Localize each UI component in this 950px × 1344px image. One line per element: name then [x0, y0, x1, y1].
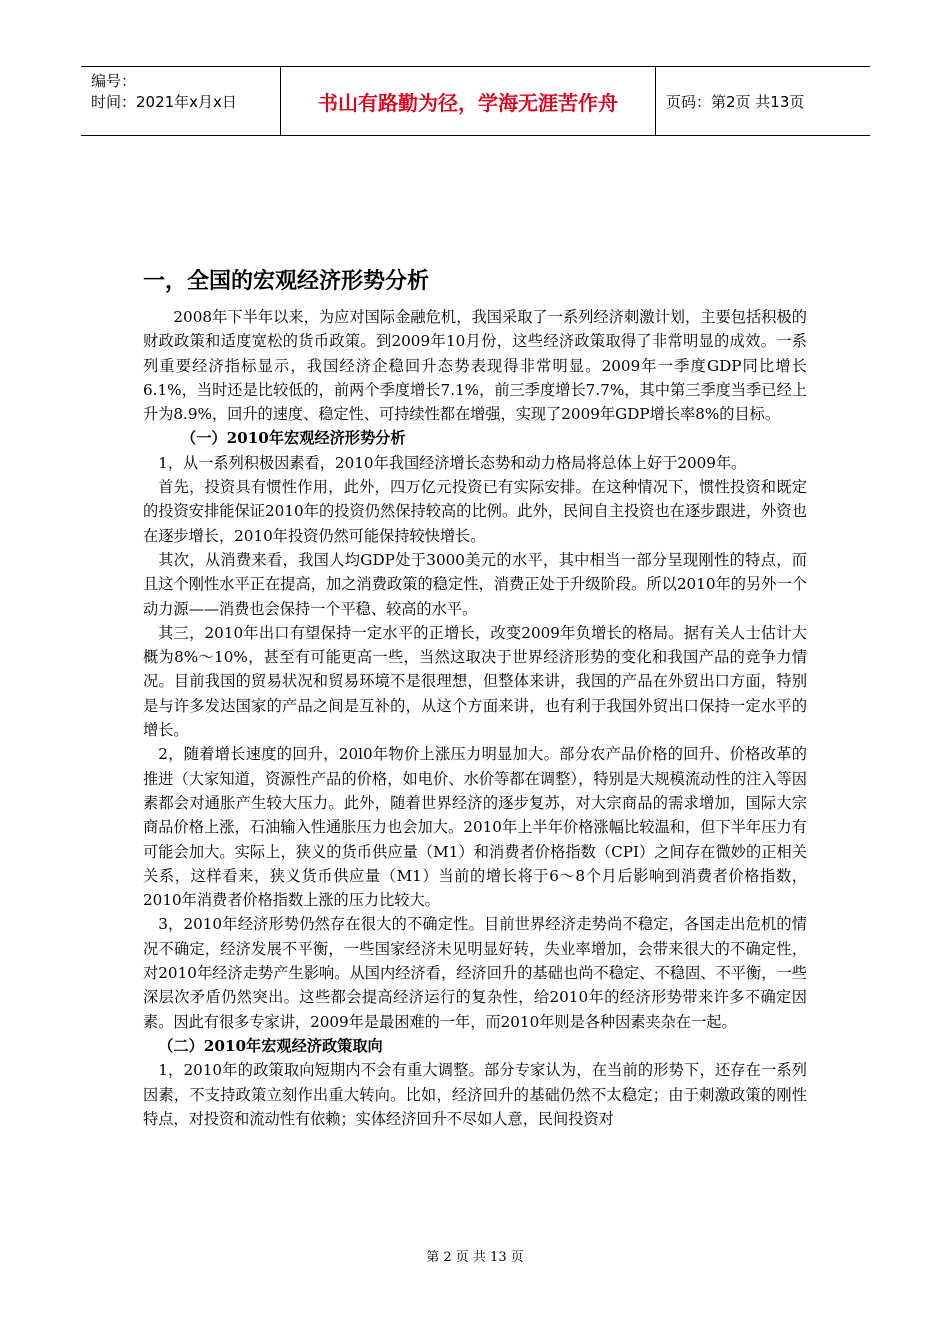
paragraph: 3，2010年经济形势仍然存在很大的不确定性。目前世界经济走势尚不稳定，各国走出危机的情况不确定，经济发展不平衡，一些国家经济未见明显好转，失业率增加，会带来很大的不确定性，对2010年经济走势产生影响。从国内经济看，经济回升的基础也尚不稳定、不稳固、不平衡，一些深层次矛盾仍然突出。这些都会提高经济运行的复杂性，给2010年的经济形势带来许多不确定因素。因此有很多专家讲，2009年是最困难的一年，而2010年则是各种因素夹杂在一起。 — [143, 915, 807, 1031]
paragraph: 2008年下半年以来，为应对国际金融危机，我国采取了一系列经济刺激计划，主要包括积极的财政政策和适度宽松的货币政策。到2009年10月份，这些经济政策取得了非常明显的成效。一系列重要经济指标显示，我国经济企稳回升态势表现得非常明显。2009年一季度GDP同比增长6.1%，当时还是比较低的，前两个季度增长7.1%，前三季度增长7.7%，其中第三季度当季已经上升为8.9%，回升的速度、稳定性、可持续性都在增强，实现了2009年GDP增长率8%的目标。 — [143, 308, 807, 424]
section-title: 一，全国的宏观经济形势分析 — [143, 269, 430, 294]
page-footer: 第 2 页 共 13 页 — [426, 1250, 524, 1265]
header-motto: 书山有路勤为径，学海无涯苦作舟 — [281, 67, 656, 135]
page-header — [81, 66, 870, 136]
subsection-heading: （二）2010年宏观经济政策取向 — [158, 1036, 383, 1055]
header-page-info: 页码：第2页 共13页 — [666, 92, 805, 111]
serial-label: 编号： — [91, 72, 137, 90]
paragraph: 1，2010年的政策取向短期内不会有重大调整。部分专家认为，在当前的形势下，还存在一系列因素，不支持政策立刻作出重大转向。比如，经济回升的基础仍然不太稳定；由于刺激政策的刚性特点，对投资和流动性有依赖；实体经济回升不尽如人意，民间投资对 — [143, 1061, 807, 1128]
paragraph: 2，随着增长速度的回升，20l0年物价上涨压力明显加大。部分农产品价格的回升、价格改革的推进（大家知道，资源性产品的价格，如电价、水价等都在调整），特别是大规模流动性的注入等因素都会对通胀产生较大压力。此外，随着世界经济的逐步复苏，对大宗商品的需求增加，国际大宗商品价格上涨，石油输入性通胀压力也会加大。2010年上半年价格涨幅比较温和，但下半年压力有可能会加大。实际上，狭义的货币供应量（M1）和消费者价格指数（CPI）之间存在微妙的正相关关系，这样看来，狭义货币供应量（M1）当前的增长将于6～8个月后影响到消费者价格指数，2010年消费者价格指数上涨的压力比较大。 — [143, 745, 807, 910]
subsection-heading: （一）2010年宏观经济形势分析 — [181, 429, 406, 448]
paragraph: 其三，2010年出口有望保持一定水平的正增长，改变2009年负增长的格局。据有关人士估计大概为8%～10%，甚至有可能更高一些，当然这取决于世界经济形势的变化和我国产品的竞争力情况。目前我国的贸易状况和贸易环境不是很理想，但整体来讲，我国的产品在外贸出口方面，特别是与许多发达国家的产品之间是互补的，从这个方面来讲，也有利于我国外贸出口保持一定水平的增长。 — [143, 623, 807, 740]
date-line: 时间：2021年x月x日 — [91, 93, 237, 111]
paragraph: 其次，从消费来看，我国人均GDP处于3000美元的水平，其中相当一部分呈现刚性的特点，而且这个刚性水平正在提高，加之消费政策的稳定性，消费正处于升级阶段。所以2010年的另外一个动力源——消费也会保持一个平稳、较高的水平。 — [143, 550, 807, 618]
paragraph: 1，从一系列积极因素看，2010年我国经济增长态势和动力格局将总体上好于2009年。 — [158, 453, 747, 472]
paragraph: 首先，投资具有惯性作用，此外，四万亿元投资已有实际安排。在这种情况下，惯性投资和既定的投资安排能保证2010年的投资仍然保持较高的比例。此外，民间自主投资也在逐步跟进，外资也在逐步增长，2010年投资仍然可能保持较快增长。 — [143, 478, 807, 545]
header-meta — [81, 67, 281, 135]
document-body — [143, 265, 807, 1131]
